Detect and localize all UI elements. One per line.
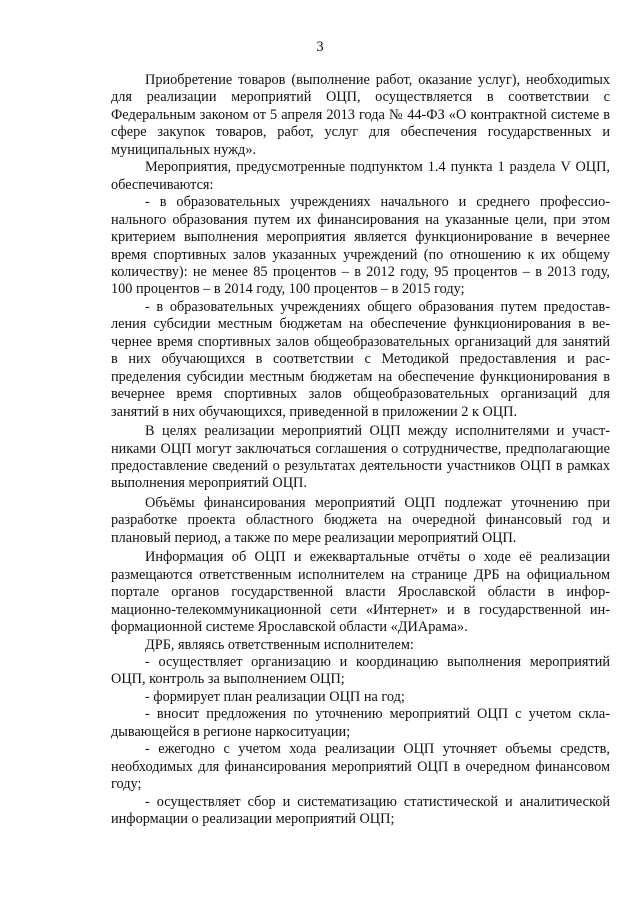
paragraph-information: Информация об ОЦП и ежеквартальные отчёты о ходе её реализации размещаются ответственным исполнителем на странице ДРБ на официальном портале органов государственной власти Ярославской области в информационно-телекоммуникационной сети «Интернет» и в государственной информационной системе Ярославской области «ДИАрама». xyxy=(111,549,610,636)
paragraph-cooperation: В целях реализации мероприятий ОЦП между исполнителями и участниками ОЦП могут заключаться соглашения о сотрудничестве, предполагающие предоставление сведений о результатах деятельности участников ОЦП в рамках выполнения мероприятий ОЦП. xyxy=(111,423,610,492)
page-number: 3 xyxy=(316,39,324,55)
list-item-funding-clarification: - ежегодно с учетом хода реализации ОЦП уточняет объемы средств, необходимых для финансирования мероприятий ОЦП в очередном финансовом году; xyxy=(111,741,610,793)
list-item-organization: - осуществляет организацию и координацию выполнения мероприятий ОЦП, контроль за выполнением ОЦП; xyxy=(111,653,610,688)
paragraph-measures-intro: Мероприятия, предусмотренные подпунктом 1.4 пункта 1 раздела V ОЦП, обеспечиваются: xyxy=(111,159,610,193)
paragraph-general-education: - в образовательных учреждениях общего образования путем предоставления субсидии местным бюджетам на обеспечение функционирования в вечернее время спортивных залов общеобразовательных организаций для занятий в них обучающихся в соответствии с Методикой предоставления и распределения субсидии местным бюджетам на обеспечение функционирования в вечернее время спортивных залов общеобразовательных организаций для занятий в них обучающихся, приведенной в приложении 2 к ОЦП. xyxy=(111,298,610,420)
paragraph-procurement: Приобретение товаров (выполнение работ, оказание услуг), необходиmых для реализации мероприятий ОЦП, осуществляется в соответствии с Федеральным законом от 5 апреля 2013 года № 44-ФЗ «О контрактной системе в сфере закупок товаров, работ, услуг для обеспечения государственных и муниципальных нужд». xyxy=(111,72,610,158)
paragraph-financing: Объёмы финансирования мероприятий ОЦП подлежат уточнению при разработке проекта областного бюджета на очередной финансовый год и плановый период, а также по мере реализации мероприятий ОЦП. xyxy=(111,494,610,546)
paragraph-vocational-institutions: - в образовательных учреждениях начального и среднего профессионального образования путем их финансирования на указанные цели, при этом критерием выполнения мероприятия является функционирование в вечернее время спортивных залов указанных учреждений (по отношению к их общему количеству): не менее 85 процентов – в 2012 году, 95 процентов – в 2013 году, 100 процентов – в 2014 году, 100 процентов – в 2015 году; xyxy=(111,194,610,298)
list-item-statistics: - осуществляет сбор и систематизацию статистической и аналитической информации о реализации мероприятий ОЦП; xyxy=(111,793,610,828)
list-item-proposals: - вносит предложения по уточнению мероприятий ОЦП с учетом складывающейся в регионе наркоситуации; xyxy=(111,706,610,740)
list-item-plan: - формирует план реализации ОЦП на год; xyxy=(145,688,405,705)
body-text xyxy=(111,72,610,828)
paragraph-drb-intro: ДРБ, являясь ответственным исполнителем: xyxy=(145,636,414,653)
